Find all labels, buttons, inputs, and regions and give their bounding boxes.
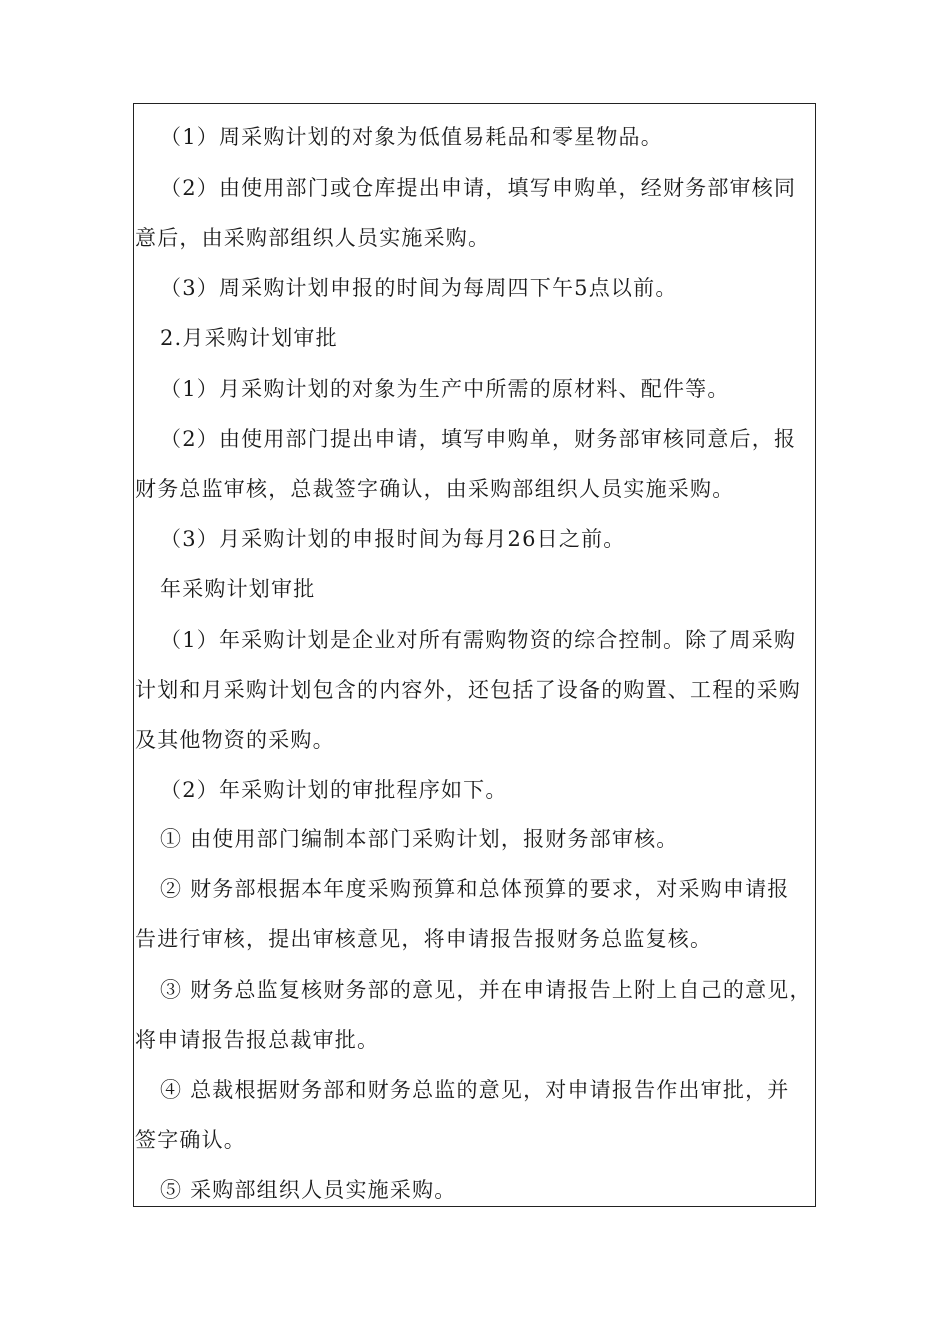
procedure-step-5: ⑤ 采购部组织人员实施采购。 xyxy=(160,1178,457,1202)
weekly-item-2: （2）由使用部门或仓库提出申请，填写申购单，经财务部审核同 xyxy=(160,176,797,200)
annual-item-1-cont-2: 及其他物资的采购。 xyxy=(135,728,335,752)
procedure-step-3: ③ 财务总监复核财务部的意见，并在申请报告上附上自己的意见， xyxy=(160,978,812,1002)
weekly-item-3: （3）周采购计划申报的时间为每周四下午5点以前。 xyxy=(160,276,678,300)
annual-heading: 年采购计划审批 xyxy=(160,577,316,601)
monthly-item-2-cont: 财务总监审核，总裁签字确认，由采购部组织人员实施采购。 xyxy=(135,477,735,501)
weekly-item-2-cont: 意后，由采购部组织人员实施采购。 xyxy=(135,226,491,250)
weekly-item-1: （1）周采购计划的对象为低值易耗品和零星物品。 xyxy=(160,125,663,149)
monthly-item-1: （1）月采购计划的对象为生产中所需的原材料、配件等。 xyxy=(160,377,730,401)
procedure-step-1: ① 由使用部门编制本部门采购计划，报财务部审核。 xyxy=(160,827,679,851)
monthly-heading: 2.月采购计划审批 xyxy=(160,326,338,350)
procedure-step-3-cont: 将申请报告报总裁审批。 xyxy=(135,1028,380,1052)
procedure-step-2-cont: 告进行审核，提出审核意见，将申请报告报财务总监复核。 xyxy=(135,927,713,951)
monthly-item-3: （3）月采购计划的申报时间为每月26日之前。 xyxy=(160,527,626,551)
annual-item-2: （2）年采购计划的审批程序如下。 xyxy=(160,778,508,802)
procedure-step-4: ④ 总裁根据财务部和财务总监的意见，对申请报告作出审批，并 xyxy=(160,1078,790,1102)
monthly-item-2: （2）由使用部门提出申请，填写申购单，财务部审核同意后，报 xyxy=(160,427,797,451)
procedure-step-4-cont: 签字确认。 xyxy=(135,1128,246,1152)
annual-item-1-cont-1: 计划和月采购计划包含的内容外，还包括了设备的购置、工程的采购 xyxy=(135,678,801,702)
annual-item-1: （1）年采购计划是企业对所有需购物资的综合控制。除了周采购 xyxy=(160,628,797,652)
procedure-step-2: ② 财务部根据本年度采购预算和总体预算的要求，对采购申请报 xyxy=(160,877,790,901)
